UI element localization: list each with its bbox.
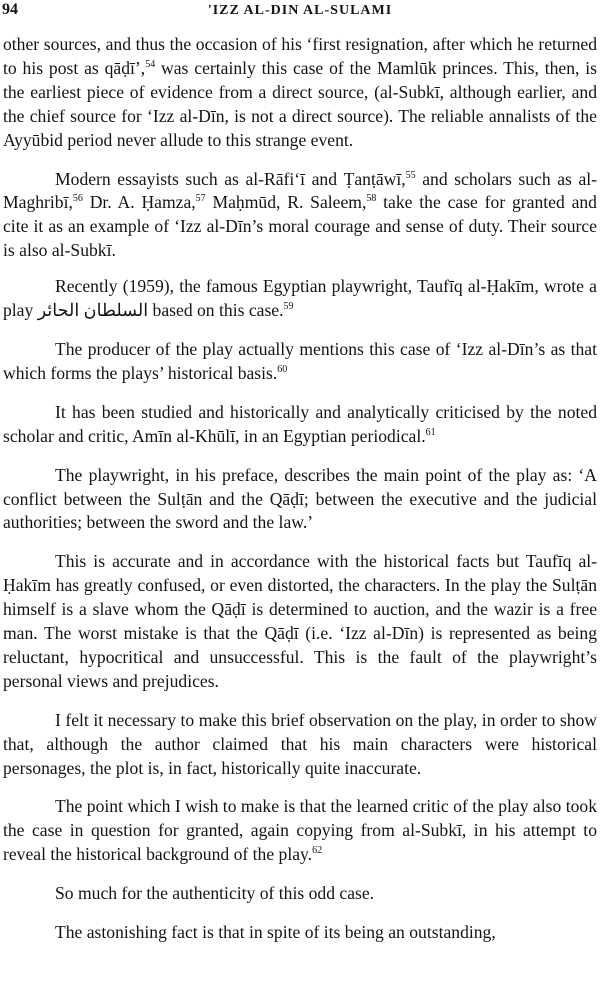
footnote-ref: 62 [312,845,323,857]
footnote-ref: 61 [425,426,436,438]
paragraph-9 [3,795,597,867]
text-run: Recently (1959), the famous Egyptian playwright, Taufīq al-Ḥakīm, wrote a play [3,276,597,321]
paragraph-11 [3,921,597,945]
text-run: based on this case. [148,300,284,321]
paragraph-1 [3,33,597,153]
paragraph-4 [3,338,597,386]
text-run: I felt it necessary to make this brief observation on the play, in order to show that, although the author claimed that his main characters were historical personages, the plot is, in fact, historically quite inaccurate. [3,709,597,778]
text-run: So much for the authenticity of this odd case. [55,883,375,904]
footnote-ref: 54 [145,58,156,70]
paragraph-6 [3,464,597,536]
footnote-ref: 60 [277,363,288,375]
text-run: The producer of the play actually mentions this case of ‘Izz al-Dīn’s as that which forms the plays’ historical basis. [3,338,597,383]
text-run: The playwright, in his preface, describes the main point of the play as: ‘A conflict between the Sulṭān and the Qāḍī; between the executive and the judicial authorities; between the sword and the law.’ [3,464,597,533]
text-run: take the case for granted and cite it as an example of ‘Izz al-Dīn’s moral courage and sense of duty. Their source is also al-Subkī. [3,192,597,261]
arabic-title: السلطان الحائر [37,300,149,321]
text-run: other sources, and thus the occasion of his ‘first resignation, after which he returned to his post as qāḍī’, [3,34,597,78]
body-text [3,33,597,945]
footnote-ref: 55 [405,169,416,181]
paragraph-3 [3,275,597,323]
footnote-ref: 56 [72,193,83,205]
footnote-ref: 59 [283,301,294,313]
text-run: This is accurate and in accordance with the historical facts but Taufīq al-Ḥakīm has greatly confused, or even distorted, the characters. In the play the Sulṭān himself is a slave whom the Qāḍī is determined to auction, and the wazir is a free man. The worst mistake is that the Qāḍī (i.e. ‘Izz al-Dīn) is represented as being reluctant, hypocritical and unsuccessful. This is the fault of the playwright’s personal views and prejudices. [3,551,597,691]
text-run: Maḥmūd, R. Saleem, [205,192,367,213]
paragraph-5 [3,401,597,449]
running-head: 'IZZ AL-DIN AL-SULAMI [207,3,393,18]
text-run: Modern essayists such as al-Rāfi‘ī and Ṭanṭāwī, [55,168,406,189]
paragraph-2 [3,168,597,264]
text-run: was certainly this case of the Mamlūk princes. This, then, is the earliest piece of evidence from a direct source, (al-Subkī, although earlier, and the chief source for ‘Izz al-Dīn, is not a direct source). The reliable annalists of the Ayyūbid period never allude to this strange event. [3,57,597,150]
text-run: The point which I wish to make is that the learned critic of the play also took the case in question for granted, again copying from al-Subkī, in his attempt to reveal the historical background of the play. [3,796,597,865]
footnote-ref: 58 [366,193,377,205]
footnote-ref: 57 [195,193,206,205]
text-run: Dr. A. Ḥamza, [82,192,196,213]
paragraph-8 [3,709,597,781]
text-run: The astonishing fact is that in spite of its being an outstanding, [55,922,496,943]
text-run: It has been studied and historically and analytically criticised by the noted scholar and critic, Amīn al-Khūlī, in an Egyptian periodical. [3,401,597,446]
text-run: and scholars such as al-Maghribī, [3,168,597,213]
paragraph-7 [3,550,597,693]
page-number: 94 [2,1,18,18]
paragraph-10 [3,882,597,906]
page-header [0,0,600,26]
